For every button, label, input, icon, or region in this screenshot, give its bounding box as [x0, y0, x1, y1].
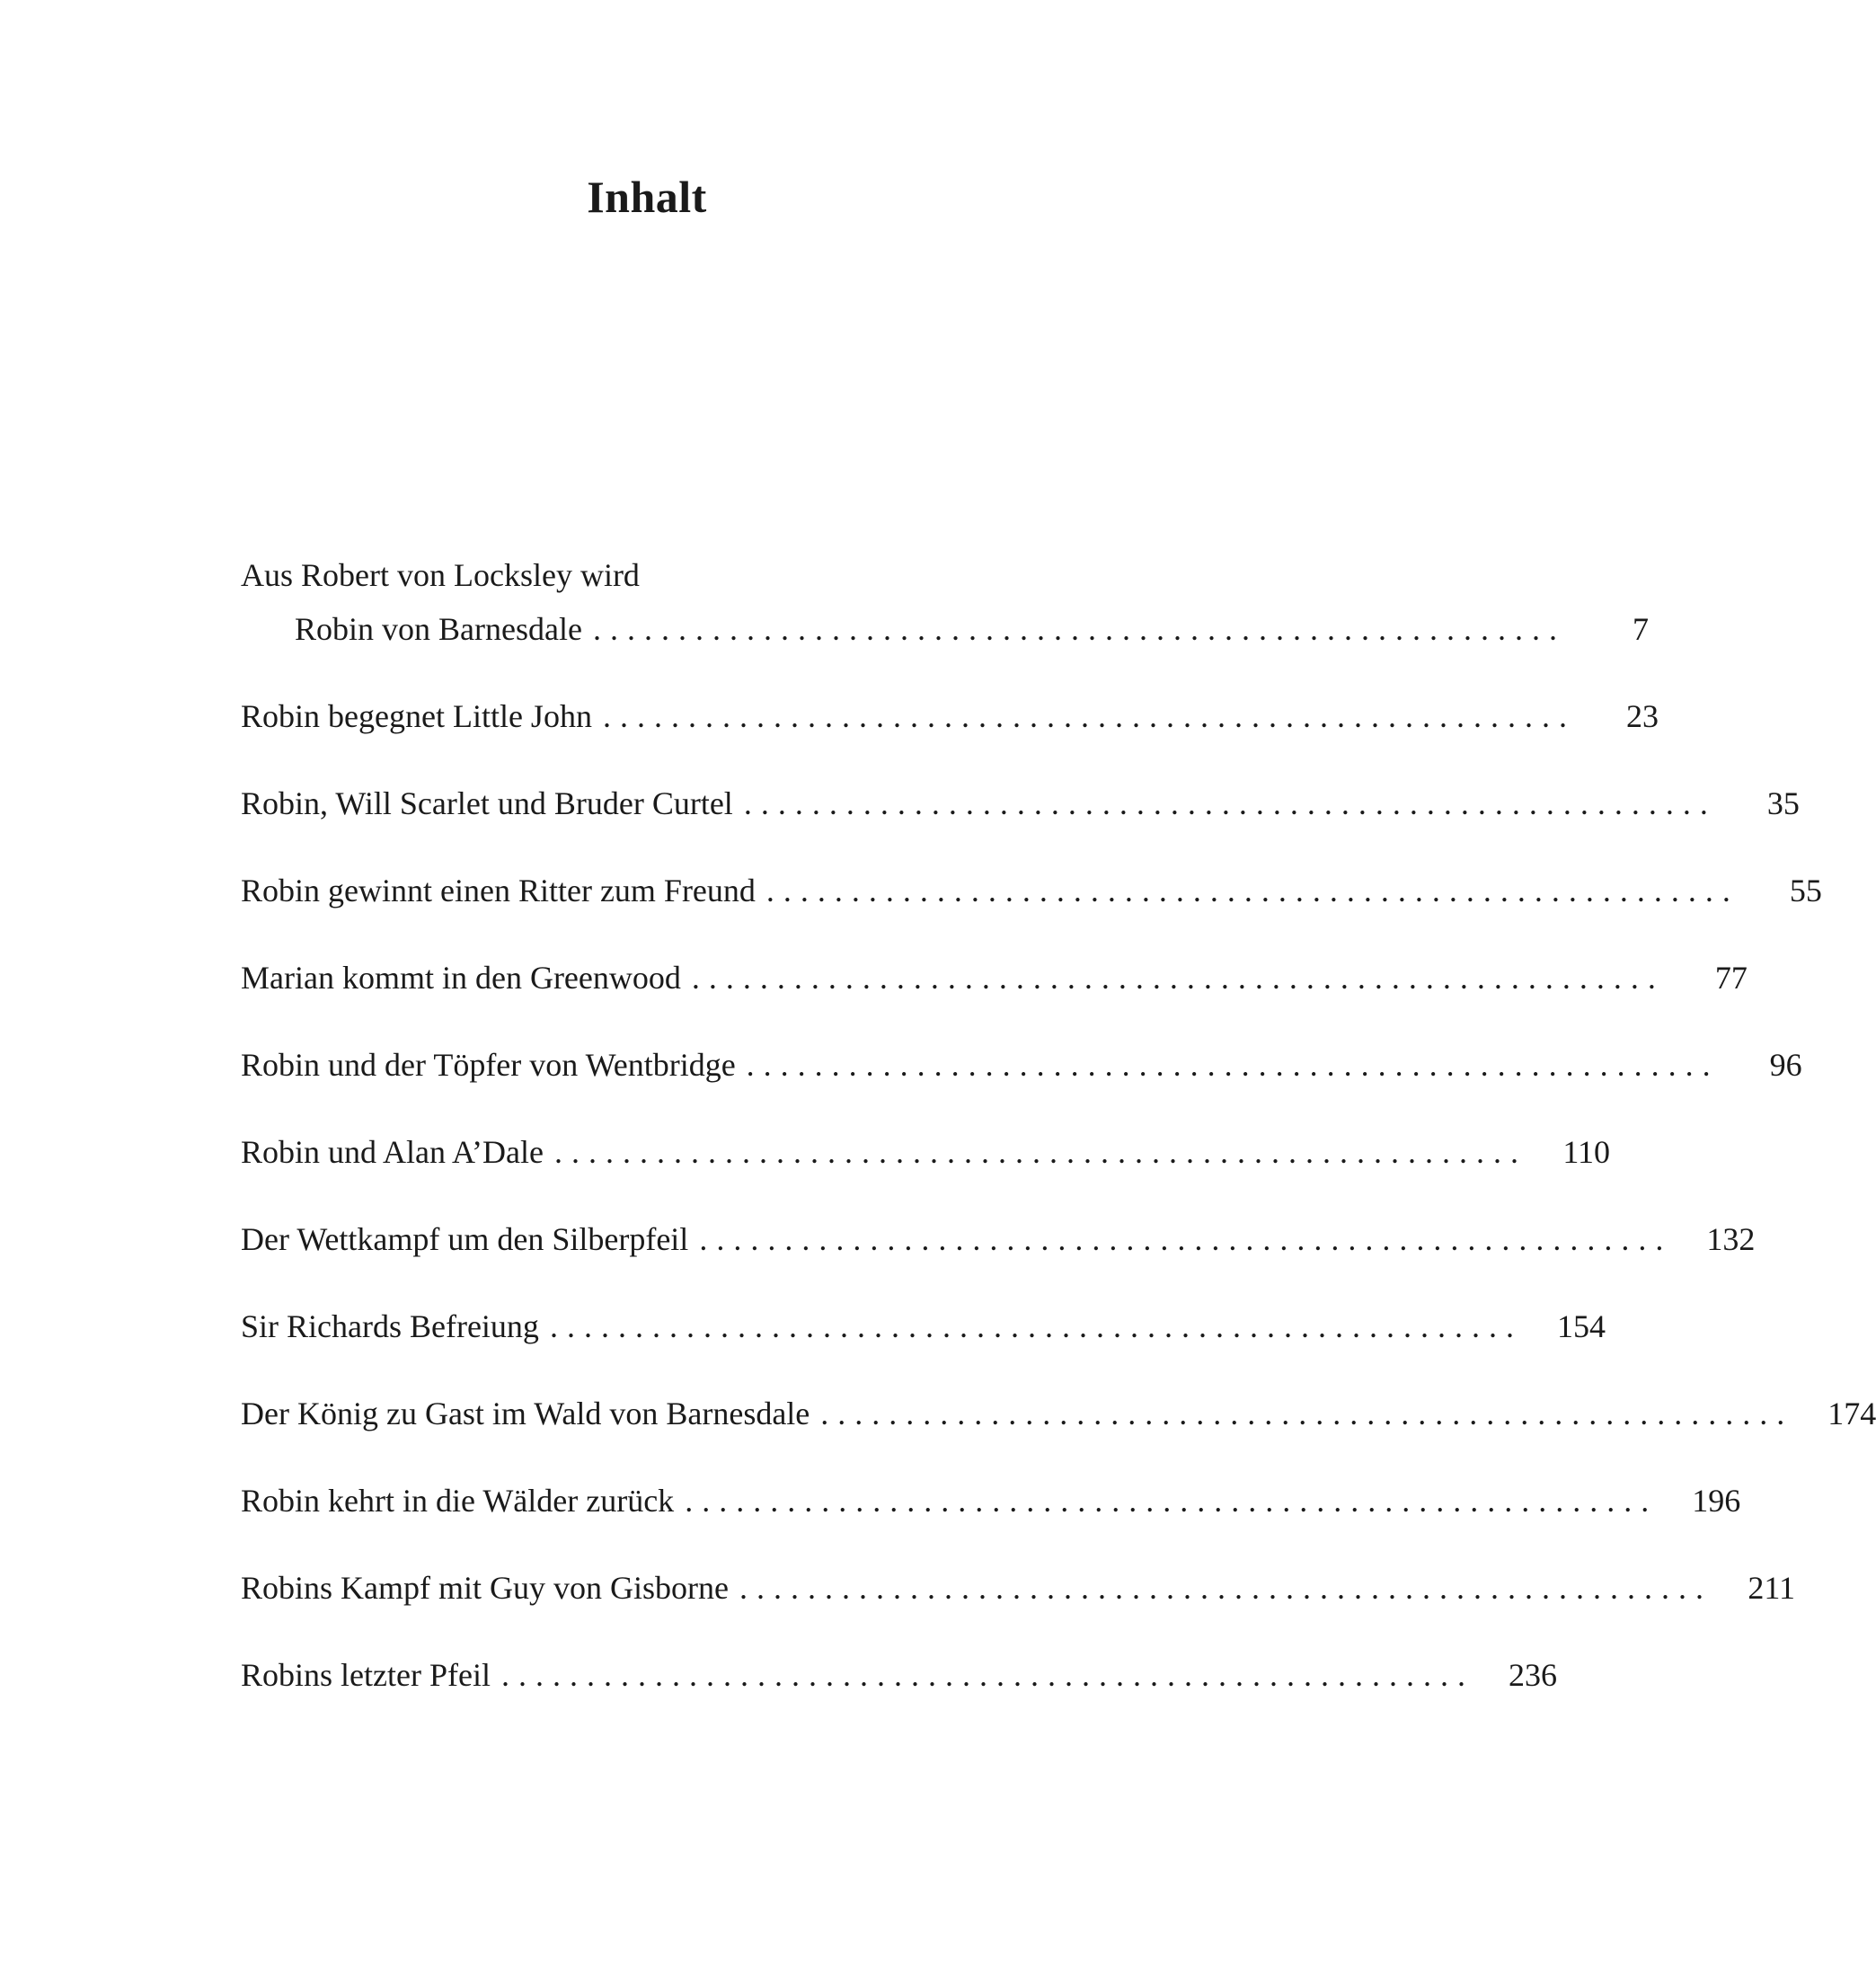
page-title: Inhalt [587, 172, 707, 222]
toc-entry-line [241, 864, 1822, 917]
toc-entry [241, 689, 1659, 743]
toc-entry [241, 1648, 1557, 1702]
toc-leader-dots: ......................................................... [765, 873, 1739, 908]
toc-entry-line [241, 1299, 1606, 1353]
toc-entry-line [241, 1474, 1741, 1528]
toc-entry-title: Robin und der Töpfer von Wentbridge [241, 1047, 736, 1083]
toc-entry-line [241, 1561, 1795, 1615]
toc-entry [241, 1387, 1876, 1440]
toc-page-number: 77 [1714, 960, 1748, 996]
toc-entry-line [241, 776, 1800, 830]
toc-leader-dots: ......................................................... [500, 1657, 1474, 1693]
toc-page-number: 196 [1692, 1483, 1741, 1519]
toc-leader-dots: ......................................................... [699, 1221, 1673, 1257]
toc-entry-title: Robin gewinnt einen Ritter zum Freund [241, 873, 756, 908]
toc-entry-title: Robins Kampf mit Guy von Gisborne [241, 1570, 729, 1606]
toc-entry-line [241, 689, 1659, 743]
toc-page-number: 7 [1632, 611, 1649, 647]
toc-entry [241, 1299, 1606, 1353]
toc-entry-line [241, 1038, 1802, 1092]
toc-entry [241, 548, 1649, 656]
toc-entry-line [241, 1387, 1876, 1440]
toc-page-number: 211 [1748, 1570, 1795, 1606]
table-of-contents [241, 548, 1876, 1735]
toc-entry-line [241, 602, 1649, 656]
toc-leader-dots: ......................................................... [820, 1396, 1794, 1431]
toc-entry-title: Sir Richards Befreiung [241, 1308, 539, 1344]
toc-entry [241, 1038, 1802, 1092]
toc-page-number: 110 [1562, 1134, 1610, 1170]
toc-entry-title: Robin begegnet Little John [241, 698, 592, 734]
toc-entry-title: Der König zu Gast im Wald von Barnesdale [241, 1396, 810, 1431]
toc-page-number: 23 [1625, 698, 1659, 734]
toc-entry [241, 864, 1822, 917]
toc-leader-dots: ......................................................... [685, 1483, 1659, 1519]
toc-entry [241, 776, 1800, 830]
toc-leader-dots: ......................................................... [549, 1308, 1523, 1344]
toc-page-number: 132 [1706, 1221, 1756, 1257]
toc-entry-title-line1: Aus Robert von Locksley wird [241, 557, 640, 593]
toc-entry [241, 1212, 1756, 1266]
toc-entry-title: Robin von Barnesdale [295, 611, 582, 647]
toc-page-number: 154 [1556, 1308, 1606, 1344]
toc-page-number: 55 [1789, 873, 1822, 908]
toc-entry-title: Der Wettkampf um den Silberpfeil [241, 1221, 689, 1257]
toc-entry-title: Robin und Alan A’Dale [241, 1134, 544, 1170]
toc-leader-dots: ......................................................... [739, 1570, 1712, 1606]
toc-leader-dots: ......................................................... [602, 698, 1576, 734]
toc-leader-dots: ......................................................... [691, 960, 1665, 996]
toc-page-number: 236 [1508, 1657, 1557, 1693]
toc-entry [241, 951, 1748, 1005]
toc-entry [241, 1474, 1741, 1528]
toc-leader-dots: ......................................................... [743, 785, 1717, 821]
toc-entry-line [241, 1648, 1557, 1702]
toc-entry-title: Marian kommt in den Greenwood [241, 960, 681, 996]
toc-entry [241, 1125, 1610, 1179]
toc-leader-dots: ......................................................... [553, 1134, 1527, 1170]
toc-entry-line [241, 1212, 1756, 1266]
toc-entry-line [241, 951, 1748, 1005]
toc-page-number: 174 [1827, 1396, 1876, 1431]
toc-entry-title: Robin kehrt in die Wälder zurück [241, 1483, 675, 1519]
toc-entry [241, 1561, 1795, 1615]
toc-page-number: 96 [1769, 1047, 1802, 1083]
toc-entry-title: Robin, Will Scarlet und Bruder Curtel [241, 785, 733, 821]
toc-page-number: 35 [1766, 785, 1800, 821]
toc-leader-dots: ......................................................... [746, 1047, 1720, 1083]
toc-leader-dots: ......................................................... [592, 611, 1566, 647]
toc-entry-title: Robins letzter Pfeil [241, 1657, 491, 1693]
toc-entry-line [241, 1125, 1610, 1179]
